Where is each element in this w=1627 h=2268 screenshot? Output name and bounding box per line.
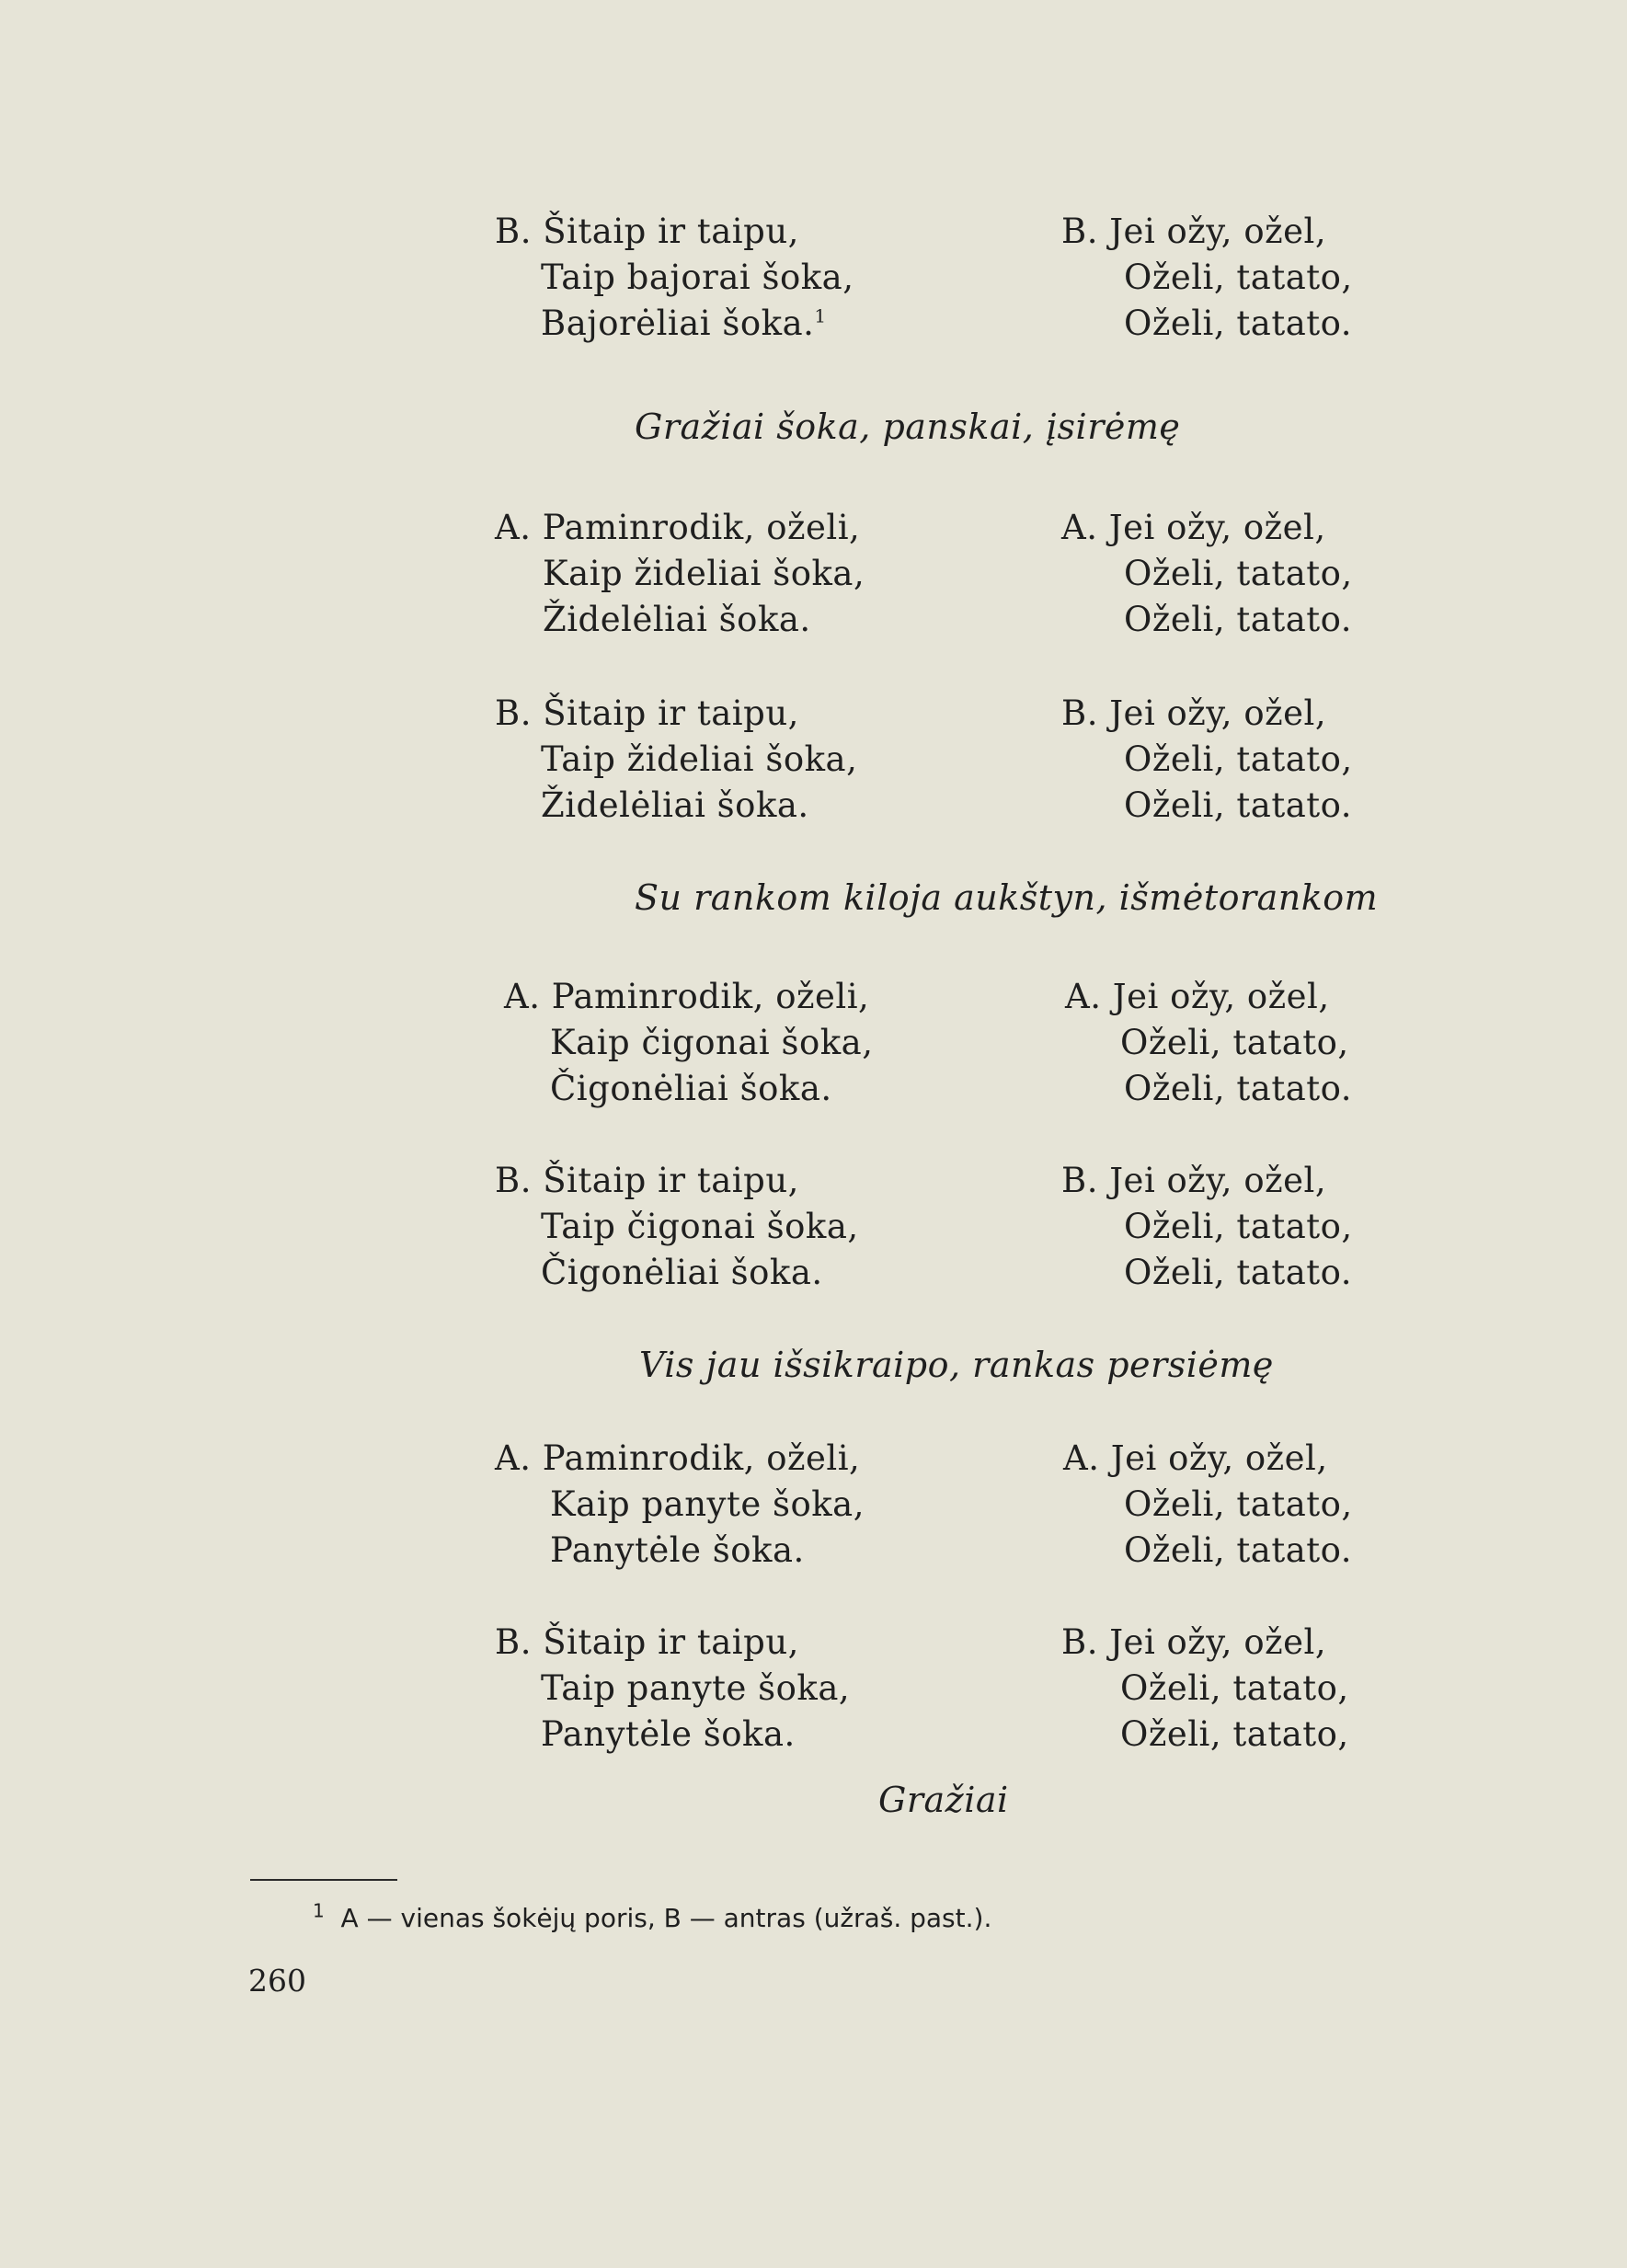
stanza-4-left-line-2: Čigonėliai šoka.: [541, 1253, 823, 1292]
stanza-5-left-line-0: A. Paminrodik, oželi,: [495, 1438, 861, 1478]
stanza-6-right-line-2: Oželi, tatato,: [1120, 1714, 1349, 1754]
stanza-1-right-line-0: A. Jei ožy, ožel,: [1061, 508, 1326, 547]
stanza-0-left-line-1: Taip bajorai šoka,: [541, 258, 854, 297]
stanza-4-left-line-1: Taip čigonai šoka,: [541, 1207, 859, 1246]
stanza-4-right-line-1: Oželi, tatato,: [1124, 1207, 1353, 1246]
footnote-marker: 1: [313, 1899, 325, 1922]
stanza-6-left-line-2: Panytėle šoka.: [541, 1714, 796, 1754]
stanza-1-left-line-1: Kaip žideliai šoka,: [543, 554, 865, 593]
stanza-6-right-line-1: Oželi, tatato,: [1120, 1668, 1349, 1708]
footnote-divider: [250, 1879, 397, 1881]
stanza-1-right-line-2: Oželi, tatato.: [1124, 600, 1353, 639]
stanza-0-right-line-0: B. Jei ožy, ožel,: [1061, 212, 1327, 251]
footnote: [313, 1899, 992, 1935]
stanza-2-right-line-2: Oželi, tatato.: [1124, 785, 1353, 825]
stanza-4-left-line-0: B. Šitaip ir taipu,: [495, 1161, 799, 1200]
stanza-0-left-line-2: Bajorėliai šoka.$^1$: [541, 304, 827, 343]
stanza-3-left-line-0: A. Paminrodik, oželi,: [504, 977, 870, 1016]
stanza-5-right-line-2: Oželi, tatato.: [1124, 1530, 1353, 1570]
heading-1: Su rankom kiloja aukštyn, išmėtorankom: [635, 877, 1379, 918]
stanza-3-left-line-1: Kaip čigonai šoka,: [550, 1023, 874, 1062]
stanza-2-left-line-1: Taip žideliai šoka,: [541, 739, 858, 779]
stanza-0-left-line-0: B. Šitaip ir taipu,: [495, 212, 799, 251]
footnote-ref: 1: [814, 304, 827, 327]
stanza-5-left-line-1: Kaip panyte šoka,: [550, 1484, 865, 1524]
stanza-4-right-line-0: B. Jei ožy, ožel,: [1061, 1161, 1327, 1200]
stanza-3-right-line-2: Oželi, tatato.: [1124, 1069, 1353, 1108]
stanza-5-right-line-1: Oželi, tatato,: [1124, 1484, 1353, 1524]
stanza-5-right-line-0: A. Jei ožy, ožel,: [1063, 1438, 1328, 1478]
heading-0: Gražiai šoka, panskai, įsirėmę: [635, 407, 1181, 447]
stanza-6-left-line-0: B. Šitaip ir taipu,: [495, 1622, 799, 1662]
heading-2: Vis jau išsikraipo, rankas persiėmę: [639, 1345, 1274, 1385]
footnote-text: A — vienas šokėjų poris, B — antras (užraš. past.).: [340, 1903, 992, 1933]
stanza-1-left-line-2: Židelėliai šoka.: [543, 600, 811, 639]
stanza-2-left-line-0: B. Šitaip ir taipu,: [495, 693, 799, 733]
stanza-2-left-line-2: Židelėliai šoka.: [541, 785, 809, 825]
stanza-2-right-line-1: Oželi, tatato,: [1124, 739, 1353, 779]
stanza-3-left-line-2: Čigonėliai šoka.: [550, 1069, 832, 1108]
stanza-1-right-line-1: Oželi, tatato,: [1124, 554, 1353, 593]
page-number: 260: [248, 1963, 306, 1999]
stanza-6-left-line-1: Taip panyte šoka,: [541, 1668, 851, 1708]
stanza-2-right-line-0: B. Jei ožy, ožel,: [1061, 693, 1327, 733]
stanza-4-right-line-2: Oželi, tatato.: [1124, 1253, 1353, 1292]
stanza-0-right-line-2: Oželi, tatato.: [1124, 304, 1353, 343]
heading-3: Gražiai: [878, 1780, 1009, 1820]
stanza-3-right-line-0: A. Jei ožy, ožel,: [1065, 977, 1330, 1016]
stanza-3-right-line-1: Oželi, tatato,: [1120, 1023, 1349, 1062]
stanza-1-left-line-0: A. Paminrodik, oželi,: [495, 508, 861, 547]
stanza-5-left-line-2: Panytėle šoka.: [550, 1530, 805, 1570]
stanza-0-right-line-1: Oželi, tatato,: [1124, 258, 1353, 297]
stanza-6-right-line-0: B. Jei ožy, ožel,: [1061, 1622, 1327, 1662]
